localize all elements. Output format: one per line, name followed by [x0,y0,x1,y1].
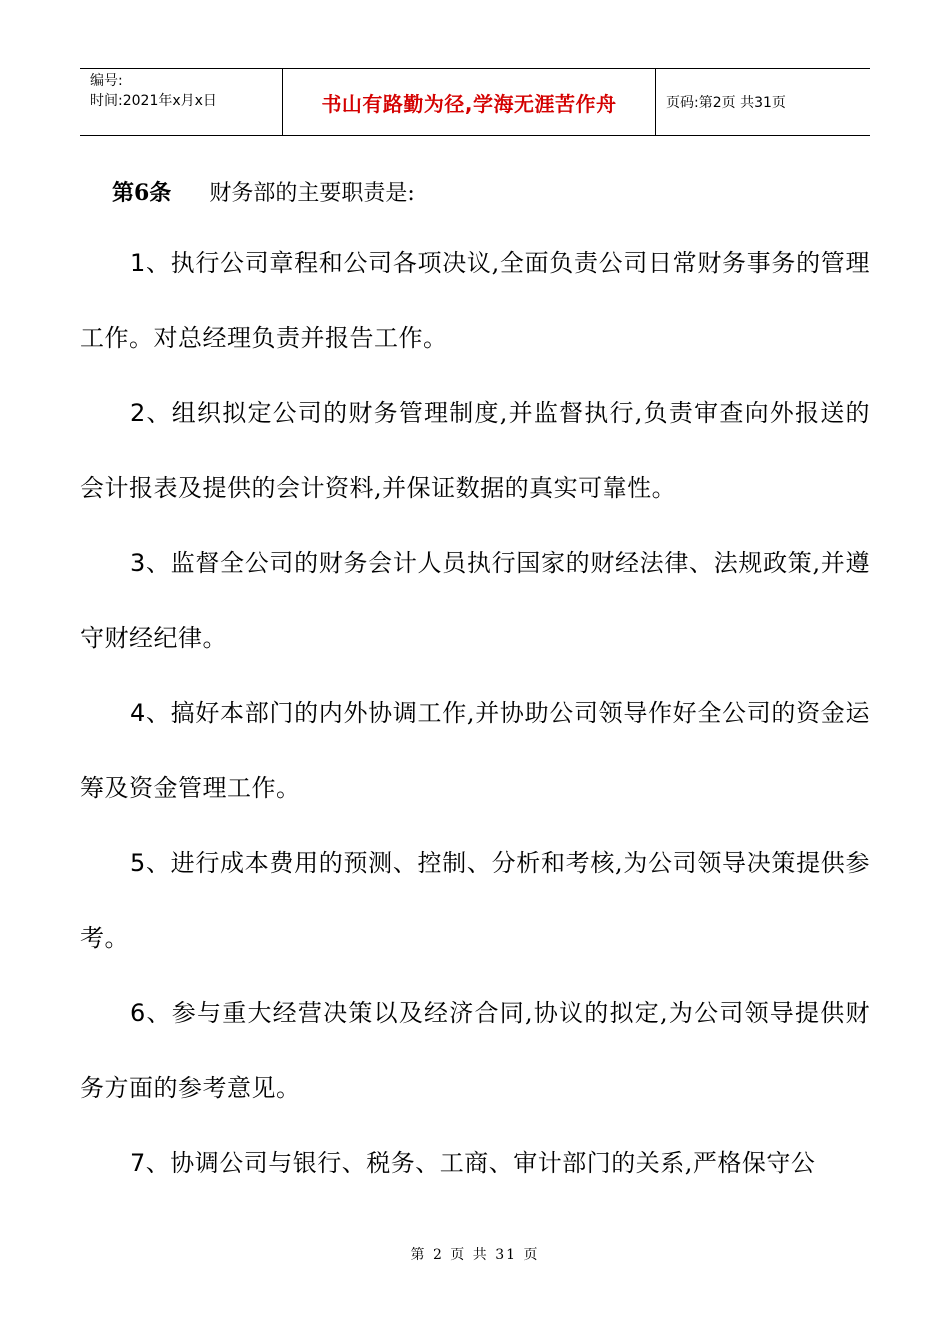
item-number: 7 [130,1149,146,1177]
list-item [80,226,870,376]
item-text: 、进行成本费用的预测、控制、分析和考核,为公司领导决策提供参考。 [80,849,870,952]
header-page-info-cell [656,69,870,135]
list-item [80,526,870,676]
item-text: 、协调公司与银行、税务、工商、审计部门的关系,严格保守公 [145,1149,816,1177]
page-info: 页码:第2页 共31页 [666,95,786,111]
list-item [80,376,870,526]
header-motto-cell [282,69,656,135]
time-label: 时间:2021年x月x日 [90,93,217,109]
document-body [80,160,870,1201]
motto: 书山有路勤为径,学海无涯苦作舟 [321,91,617,116]
item-number: 1 [130,249,146,277]
list-item [80,1126,870,1201]
page-footer: 第 2 页 共 31 页 [410,1247,540,1263]
page-header [80,68,870,136]
header-meta [80,69,282,135]
item-text: 、参与重大经营决策以及经济合同,协议的拟定,为公司领导提供财务方面的参考意见。 [80,999,870,1102]
article-heading [80,160,870,226]
item-text: 、监督全公司的财务会计人员执行国家的财经法律、法规政策,并遵守财经纪律。 [80,549,870,652]
item-text: 、执行公司章程和公司各项决议,全面负责公司日常财务事务的管理工作。对总经理负责并报告工作。 [80,249,870,352]
article-title: 财务部的主要职责是: [209,181,415,206]
list-item [80,976,870,1126]
item-number: 2 [130,399,146,427]
article-number: 第6条 [112,180,172,206]
item-number: 4 [130,699,146,727]
item-number: 3 [130,549,146,577]
list-item [80,676,870,826]
item-number: 6 [130,999,146,1027]
list-item [80,826,870,976]
item-number: 5 [130,849,146,877]
item-text: 、搞好本部门的内外协调工作,并协助公司领导作好全公司的资金运筹及资金管理工作。 [80,699,870,802]
doc-number-label: 编号: [90,73,123,89]
item-text: 、组织拟定公司的财务管理制度,并监督执行,负责审查向外报送的会计报表及提供的会计资料,并保证数据的真实可靠性。 [80,399,870,502]
